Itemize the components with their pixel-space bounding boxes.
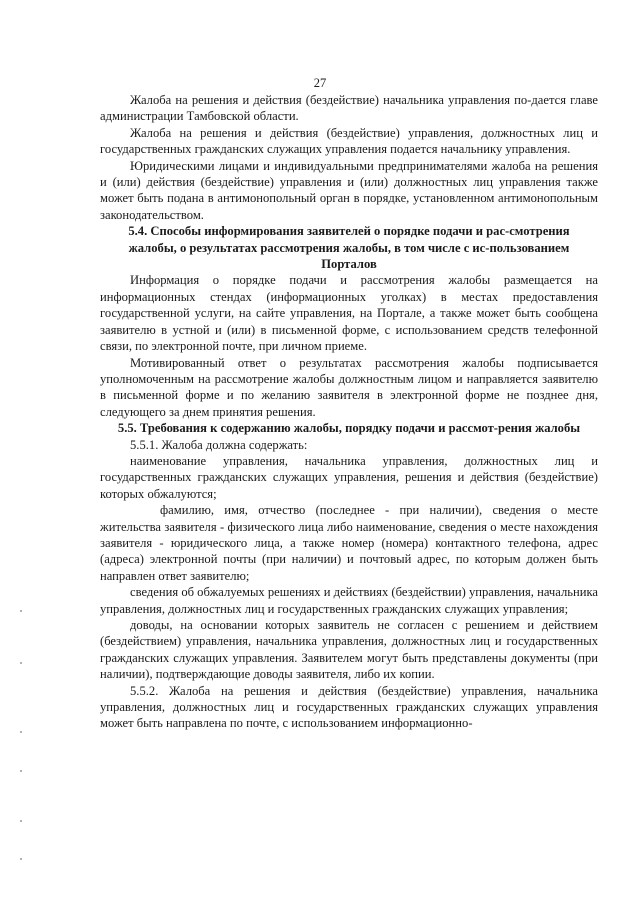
section-heading-5-5: 5.5. Требования к содержанию жалобы, порядку подачи и рассмот-рения жалобы (117, 421, 581, 436)
paragraph-motivated-answer: Мотивированный ответ о результатах рассмотрения жалобы подписывается уполномоченным на рассмотрение жалобы должностным лицом и направляется заявителю в письменной форме и по желанию заявителя в электронной форме не позднее дня, следующего за днем принятия решения. (100, 355, 598, 419)
paragraph-antimonopoly: Юридическими лицами и индивидуальными предпринимателями жалоба на решения и (или) действия (бездействие) управления и (или) должностных лиц управления также может быть подана в антимонопольный орган в порядке, установленном антимонопольным законодательством. (100, 158, 598, 222)
document-body (100, 92, 598, 732)
scan-edge-marks (20, 600, 24, 900)
list-item-applicant-details: фамилию, имя, отчество (последнее - при наличии), сведения о месте жительства заявителя - физического лица либо наименование, сведения о месте нахождения заявителя - юридического лица, а также номер (номера) контактного телефона, адрес (адреса) электронной почты (при наличии) и почтовый адрес, по которым должен быть направлен ответ заявителю; (100, 503, 598, 583)
paragraph-complaint-head-department: Жалоба на решения и действия (бездействие) управления, должностных лиц и государственных гражданских служащих управления подается начальнику управления. (100, 125, 598, 157)
paragraph-information-placement: Информация о порядке подачи и рассмотрения жалобы размещается на информационных стендах (информационных уголках) в местах предоставления государственной услуги, на сайте управления, на Портале, а также может быть сообщена заявителю в устной и (или) в письменной форме, с использованием средств телефонной связи, по электронной почте, при личном приеме. (100, 273, 598, 354)
list-item-department-name: наименование управления, начальника управления, должностных лиц и государственных гражданских служащих управления, решения и действия (бездействие) которых обжалуются; (100, 453, 598, 501)
paragraph-5-5-2: 5.5.2. Жалоба на решения и действия (бездействие) управления, начальника управления, должностных лиц и государственных гражданских служащих управления может быть направлена по почте, с использованием информационно- (100, 683, 598, 731)
paragraph-complaint-head-administration: Жалоба на решения и действия (бездействие) начальника управления по-дается главе администрации Тамбовской области. (100, 93, 598, 124)
section-heading-5-4: 5.4. Способы информирования заявителей о порядке подачи и рас-смотрения жалобы, о результатах рассмотрения жалобы, в том числе с ис-пользованием Порталов (128, 224, 570, 272)
list-item-appealed-decisions: сведения об обжалуемых решениях и действиях (бездействии) управления, начальника управления, должностных лиц и государственных гражданских служащих управления; (100, 585, 598, 616)
paragraph-5-5-1: 5.5.1. Жалоба должна содержать: (130, 437, 308, 452)
page-number: 27 (313, 76, 327, 90)
list-item-arguments: доводы, на основании которых заявитель не согласен с решением и действием (бездействием) управления, начальника управления, должностных лиц и государственных гражданских служащих управления. Заявителем могут быть представлены документы (при наличии), подтверждающие доводы заявителя, либо их копии. (100, 618, 598, 682)
